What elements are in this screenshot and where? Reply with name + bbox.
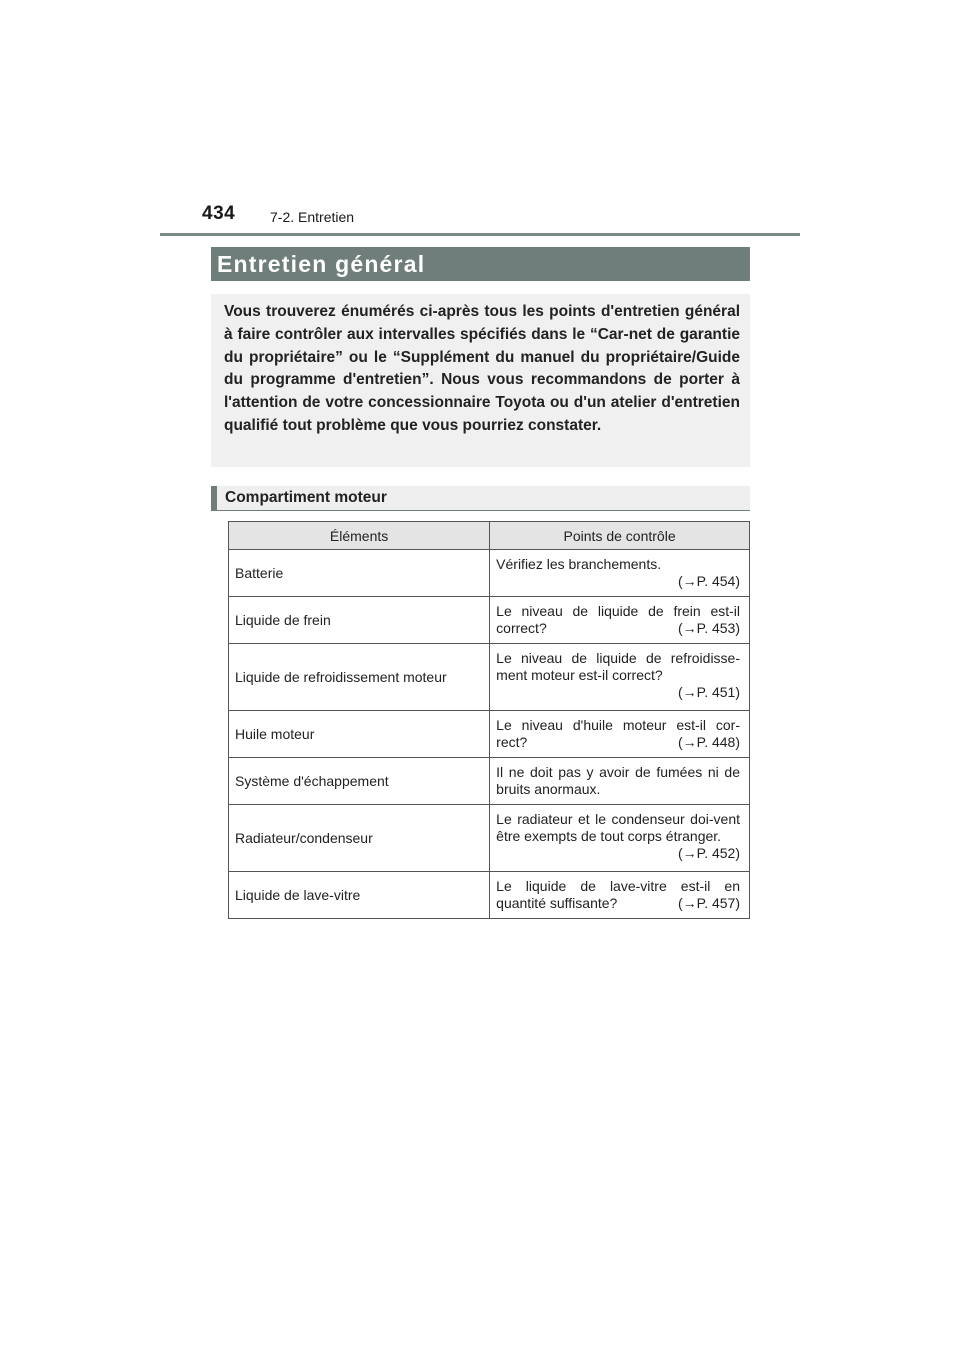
row-element: Liquide de frein — [229, 597, 490, 644]
page-reference: (→P. 457) — [678, 895, 740, 911]
subsection-title: Compartiment moteur — [225, 489, 387, 506]
page-reference: (→P. 448) — [678, 734, 740, 750]
row-check-text: Le liquide de lave-vitre est-il en quantité suffisante? — [496, 878, 740, 911]
row-element: Liquide de refroidissement moteur — [229, 644, 490, 711]
intro-paragraph: Vous trouverez énumérés ci-après tous les points d'entretien général à faire contrôler aux intervalles spécifiés dans le “Car-net de garantie du propriétaire” ou le “Supplément du manuel du propriétaire/Guide du programme d'entretien”. Nous vous recommandons de porter à l'attention de votre concessionnaire Toyota ou d'un atelier d'entretien qualifié tout problème que vous pourriez constater. — [224, 303, 740, 434]
row-check — [490, 711, 750, 758]
section-reference: 7-2. Entretien — [270, 209, 355, 225]
table-row — [229, 711, 750, 758]
page-title: Entretien général — [217, 251, 426, 277]
row-check — [490, 597, 750, 644]
header-divider — [160, 233, 800, 236]
column-header-elements: Éléments — [229, 522, 490, 550]
intro-box — [211, 294, 750, 467]
page-reference: (→P. 454) — [678, 573, 740, 589]
row-check — [490, 872, 750, 919]
page-number: 434 — [202, 203, 236, 224]
page-reference: (→P. 453) — [678, 620, 740, 636]
row-check-text: Vérifiez les branchements. — [496, 556, 662, 572]
table-row — [229, 805, 750, 872]
row-check-text: Il ne doit pas y avoir de fumées ni de bruits anormaux. — [496, 764, 740, 797]
row-element: Radiateur/condenseur — [229, 805, 490, 872]
row-element: Système d'échappement — [229, 758, 490, 805]
row-check — [490, 550, 750, 597]
row-element: Huile moteur — [229, 711, 490, 758]
table-row — [229, 644, 750, 711]
column-header-checkpoints: Points de contrôle — [490, 522, 750, 550]
row-check — [490, 805, 750, 872]
page-reference: (→P. 452) — [678, 845, 740, 861]
page-reference: (→P. 451) — [678, 684, 740, 700]
row-check — [490, 644, 750, 711]
row-element: Liquide de lave-vitre — [229, 872, 490, 919]
title-bar — [211, 247, 750, 281]
table-row — [229, 550, 750, 597]
row-check-text: Le niveau de liquide de frein est-il correct? — [496, 603, 740, 636]
table-row — [229, 872, 750, 919]
table-row — [229, 597, 750, 644]
row-check — [490, 758, 750, 805]
row-check-text: Le niveau d'huile moteur est-il cor-rect? — [496, 717, 740, 750]
subsection-bar — [211, 486, 750, 511]
row-check-text: Le radiateur et le condenseur doi-vent être exempts de tout corps étranger. — [496, 811, 740, 844]
maintenance-table — [228, 521, 750, 919]
row-element: Batterie — [229, 550, 490, 597]
table-header-row — [229, 522, 750, 550]
row-check-text: Le niveau de liquide de refroidisse-ment moteur est-il correct? — [496, 650, 740, 683]
table-row — [229, 758, 750, 805]
